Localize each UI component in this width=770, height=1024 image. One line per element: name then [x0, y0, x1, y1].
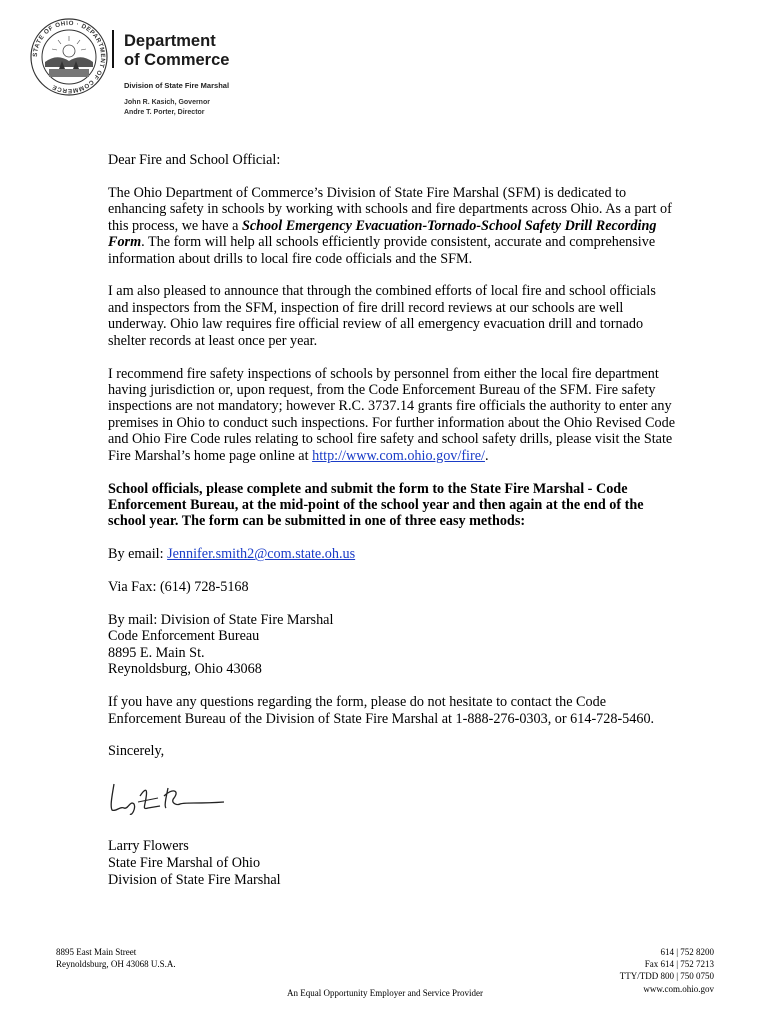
letter-body	[108, 152, 676, 760]
division-name: Division of State Fire Marshal	[124, 81, 230, 90]
footer-website[interactable]: www.com.ohio.gov	[643, 983, 714, 994]
department-name: Department of Commerce	[124, 32, 230, 69]
mail-address: By mail: Division of State Fire Marshal Code Enforcement Bureau 8895 E. Main St. Reynoldsburg, Ohio 43068	[108, 612, 334, 678]
email-link[interactable]: Jennifer.smith2@com.state.oh.us	[167, 546, 356, 563]
closing: Sincerely,	[108, 743, 165, 760]
footer-address: 8895 East Main Street Reynoldsburg, OH 43068 U.S.A.	[56, 947, 176, 970]
footer-tty: TTY/TDD 800 | 750 0750	[619, 971, 714, 982]
ohio-state-seal-logo	[29, 17, 109, 97]
svg-text:STATE OF OHIO · DEPARTMENT OF: STATE OF OHIO · DEPARTMENT OF COMMERCE	[31, 19, 107, 95]
signer-division: Division of State Fire Marshal	[108, 872, 281, 888]
paragraph-intro: The Ohio Department of Commerce’s Division of State Fire Marshal (SFM) is dedicated to enhancing safety in schools by working with schools and fire departments across Ohio. As a part of this process, we have a School Emergency Evacuation-Tornado-School Safety Drill Recording Form. The form will help all schools efficiently provide consistent, accurate and comprehensive information about drills to local fire code officials and the SFM.	[108, 184, 672, 267]
officials-list	[124, 98, 210, 117]
fire-marshal-homepage-link[interactable]: http://www.com.ohio.gov/fire/	[312, 447, 485, 464]
paragraph-questions: If you have any questions regarding the form, please do not hesitate to contact the Code Enforcement Bureau of the Division of State Fire Marshal at 1-888-276-0303, or 614-728-5460.	[108, 694, 655, 727]
governor-line: John R. Kasich, Governor	[124, 99, 210, 106]
footer-phone: 614 | 752 8200	[660, 947, 714, 957]
email-line: By email: Jennifer.smith2@com.state.oh.us	[108, 546, 356, 563]
salutation: Dear Fire and School Official:	[108, 152, 281, 168]
paragraph-submission-instructions: School officials, please complete and submit the form to the State Fire Marshal - Code Enforcement Bureau, at the mid-point of the school year and then again at the end of the school year. The form can be submitted in one of three easy methods:	[108, 480, 644, 530]
director-line: Andre T. Porter, Director	[124, 108, 205, 116]
footer-fax: Fax 614 | 752 7213	[644, 959, 714, 970]
form-title: School Emergency Evacuation-Tornado-School Safety Drill Recording Form	[108, 217, 657, 251]
fax-line: Via Fax: (614) 728-5168	[108, 579, 249, 596]
signer-name: Larry Flowers	[108, 838, 189, 854]
paragraph-recommendation: I recommend fire safety inspections of schools by personnel from either the local fire department having jurisdiction or, upon request, from the Code Enforcement Bureau of the SFM. Fire safety inspections are not mandatory; however R.C. 3737.14 grants fire officials the authority to enter any premises in Ohio to conduct such inspections. For further information about the Ohio Revised Code and Ohio Fire Code rules relating to school fire safety and school safety drills, please visit the State Fire Marshal’s home page online at http://www.com.ohio.gov/fire/.	[108, 365, 676, 464]
handwritten-signature	[106, 776, 236, 820]
paragraph-inspections-announcement: I am also pleased to announce that through the combined efforts of local fire and school officials and inspectors from the SFM, inspection of fire drill record reviews at our schools are well underway. Ohio law requires fire official review of all emergency evacuation drill and tornado shelter records at least once per year.	[108, 283, 656, 349]
footer-eeo: An Equal Opportunity Employer and Service Provider	[287, 988, 483, 998]
signer-title: State Fire Marshal of Ohio	[108, 855, 261, 871]
header-divider	[112, 30, 114, 68]
signer-block	[108, 838, 281, 889]
